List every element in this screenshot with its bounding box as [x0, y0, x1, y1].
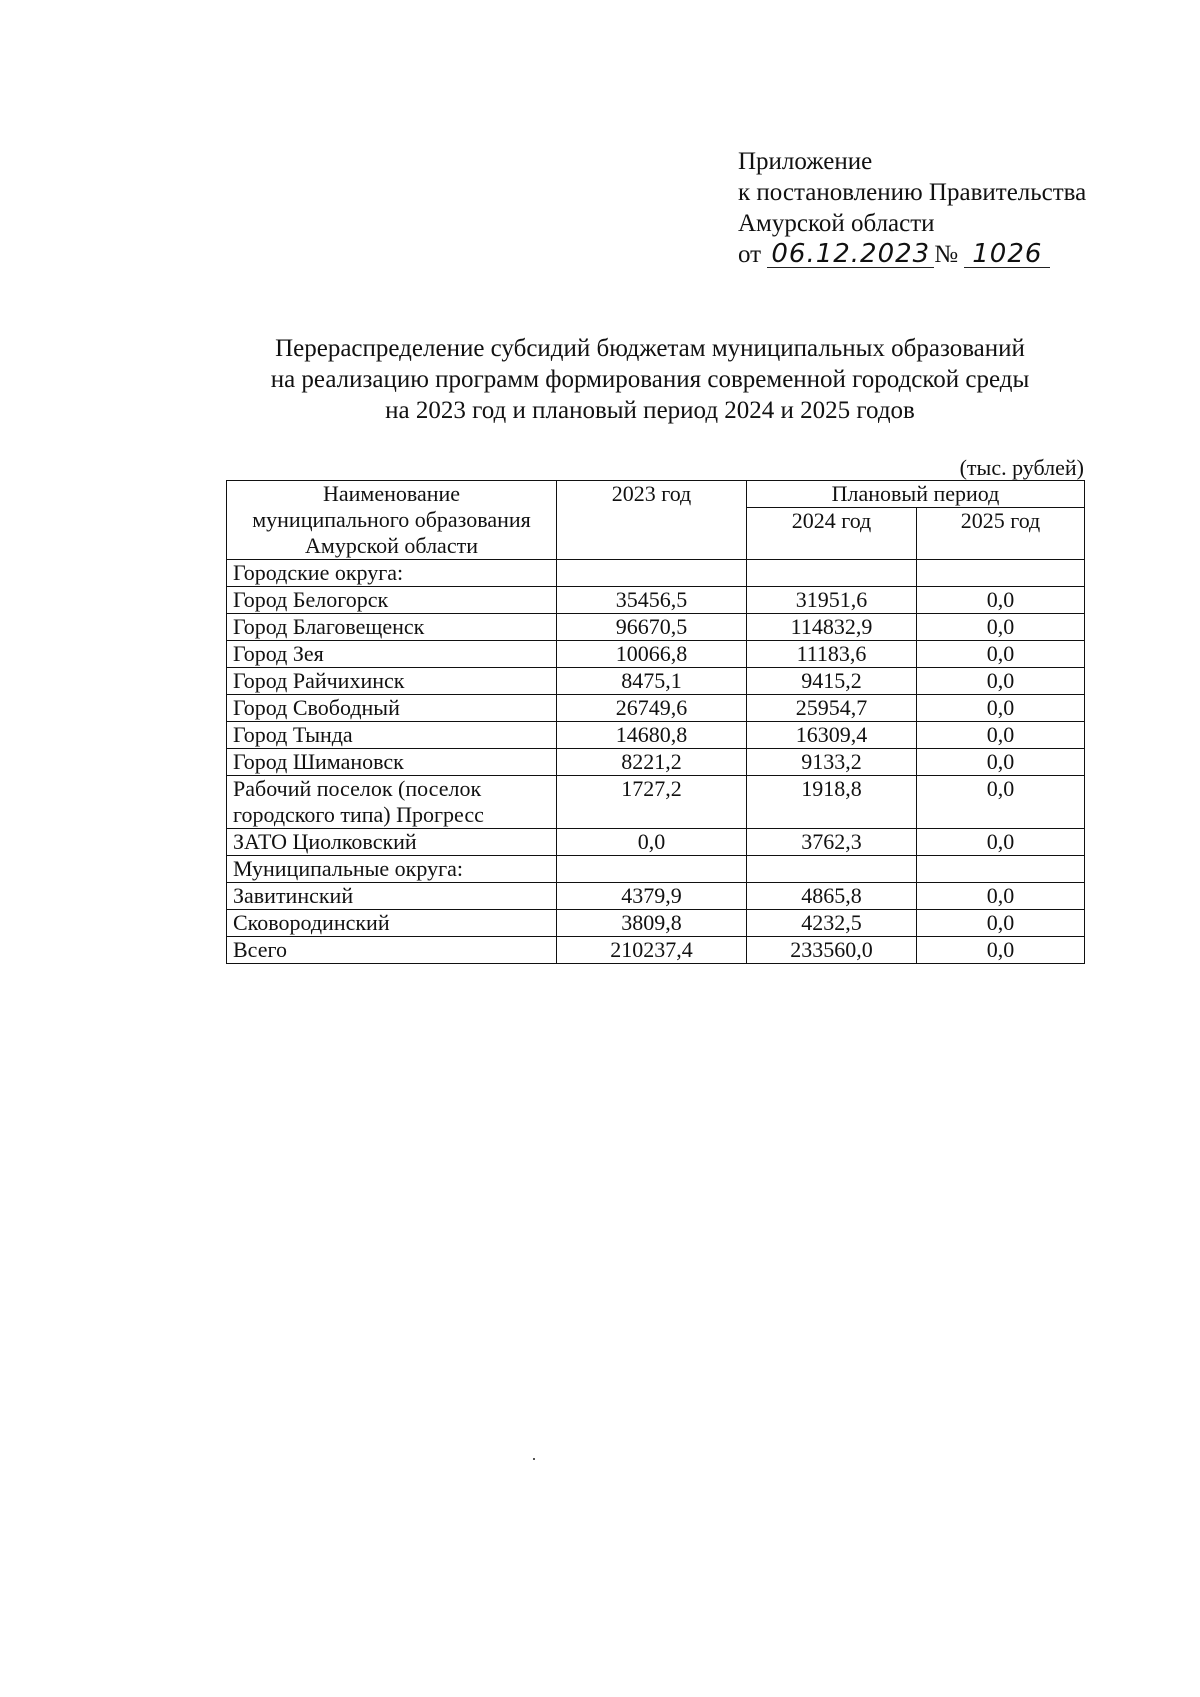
title-line-1: Перераспределение субсидий бюджетам муниципальных образований	[275, 335, 1025, 362]
value-2024-cell: 11183,6	[747, 641, 917, 668]
municipality-name-cell: Город Тында	[227, 722, 557, 749]
scan-speck	[533, 1458, 535, 1460]
municipality-name-cell: Город Шимановск	[227, 749, 557, 776]
document-title	[160, 333, 1140, 426]
value-2023-cell: 3809,8	[557, 910, 747, 937]
value-2024-cell: 9415,2	[747, 668, 917, 695]
table-header-row	[227, 481, 1085, 508]
units-label: (тыс. рублей)	[959, 455, 1084, 480]
appendix-title: Приложение	[738, 148, 873, 175]
table-row	[227, 937, 1085, 964]
table-row	[227, 560, 1085, 587]
value-2024-cell: 9133,2	[747, 749, 917, 776]
value-2024-cell: 3762,3	[747, 829, 917, 856]
appendix-date-number	[738, 239, 1086, 270]
value-2025-cell: 0,0	[917, 749, 1085, 776]
value-2023-cell: 35456,5	[557, 587, 747, 614]
municipality-name-cell	[227, 776, 557, 829]
municipality-name-line: Рабочий поселок (поселок	[233, 776, 482, 801]
value-2025-cell	[917, 560, 1085, 587]
header-2024: 2024 год	[747, 508, 917, 560]
handwritten-date: 06.12.2023	[767, 241, 934, 268]
value-2024-cell: 25954,7	[747, 695, 917, 722]
municipality-name-line: городского типа) Прогресс	[233, 802, 484, 827]
value-2023-cell: 8475,1	[557, 668, 747, 695]
title-line-3: на 2023 год и плановый период 2024 и 2025 годов	[385, 397, 915, 424]
value-2023-cell: 14680,8	[557, 722, 747, 749]
header-2023: 2023 год	[557, 481, 747, 560]
table-row	[227, 829, 1085, 856]
value-2023-cell	[557, 560, 747, 587]
value-2025-cell	[917, 856, 1085, 883]
header-name-line-1: Наименование	[322, 481, 461, 506]
handwritten-number: 1026	[964, 241, 1050, 268]
value-2023-cell: 96670,5	[557, 614, 747, 641]
value-2024-cell: 4865,8	[747, 883, 917, 910]
table-row	[227, 695, 1085, 722]
municipality-name-cell: Город Свободный	[227, 695, 557, 722]
municipality-name-cell: Всего	[227, 937, 557, 964]
value-2024-cell: 1918,8	[747, 776, 917, 829]
municipality-name-cell: Город Райчихинск	[227, 668, 557, 695]
municipality-name-cell: Муниципальные округа:	[227, 856, 557, 883]
value-2023-cell: 4379,9	[557, 883, 747, 910]
appendix-resolution: к постановлению Правительства	[738, 179, 1087, 206]
value-2023-cell: 26749,6	[557, 695, 747, 722]
municipality-name-cell: Город Благовещенск	[227, 614, 557, 641]
value-2023-cell	[557, 856, 747, 883]
value-2024-cell: 233560,0	[747, 937, 917, 964]
value-2023-cell: 0,0	[557, 829, 747, 856]
table-row	[227, 587, 1085, 614]
table-body	[227, 481, 1085, 964]
value-2025-cell: 0,0	[917, 829, 1085, 856]
value-2025-cell: 0,0	[917, 641, 1085, 668]
table-row	[227, 614, 1085, 641]
municipality-name-cell: ЗАТО Циолковский	[227, 829, 557, 856]
municipality-name-cell: Завитинский	[227, 883, 557, 910]
value-2025-cell: 0,0	[917, 614, 1085, 641]
value-2025-cell: 0,0	[917, 695, 1085, 722]
value-2024-cell: 31951,6	[747, 587, 917, 614]
value-2023-cell: 10066,8	[557, 641, 747, 668]
table-row	[227, 641, 1085, 668]
subsidies-table	[226, 480, 1085, 964]
title-line-2: на реализацию программ формирования современной городской среды	[270, 366, 1030, 393]
appendix-block	[738, 146, 1086, 270]
value-2025-cell: 0,0	[917, 937, 1085, 964]
header-name-line-3: Амурской области	[305, 533, 478, 558]
value-2025-cell: 0,0	[917, 722, 1085, 749]
table-row	[227, 910, 1085, 937]
value-2024-cell: 16309,4	[747, 722, 917, 749]
header-planned-period: Плановый период	[747, 481, 1085, 508]
date-prefix: от	[738, 241, 762, 268]
value-2025-cell: 0,0	[917, 668, 1085, 695]
header-name-cell	[227, 481, 557, 560]
municipality-name-cell: Город Белогорск	[227, 587, 557, 614]
header-name-line-2: муниципального образования	[252, 507, 531, 532]
appendix-region: Амурской области	[738, 210, 935, 237]
value-2024-cell	[747, 560, 917, 587]
value-2024-cell: 4232,5	[747, 910, 917, 937]
value-2023-cell: 8221,2	[557, 749, 747, 776]
table-row	[227, 856, 1085, 883]
value-2024-cell: 114832,9	[747, 614, 917, 641]
value-2025-cell: 0,0	[917, 587, 1085, 614]
table-row	[227, 883, 1085, 910]
value-2025-cell: 0,0	[917, 776, 1085, 829]
value-2025-cell: 0,0	[917, 910, 1085, 937]
table-row	[227, 749, 1085, 776]
table-row	[227, 722, 1085, 749]
municipality-name-cell: Городские округа:	[227, 560, 557, 587]
table-row	[227, 668, 1085, 695]
number-prefix: №	[934, 241, 959, 268]
header-2025: 2025 год	[917, 508, 1085, 560]
municipality-name-cell: Сковородинский	[227, 910, 557, 937]
value-2024-cell	[747, 856, 917, 883]
value-2023-cell: 210237,4	[557, 937, 747, 964]
value-2023-cell: 1727,2	[557, 776, 747, 829]
value-2025-cell: 0,0	[917, 883, 1085, 910]
municipality-name-cell: Город Зея	[227, 641, 557, 668]
table-row	[227, 776, 1085, 829]
